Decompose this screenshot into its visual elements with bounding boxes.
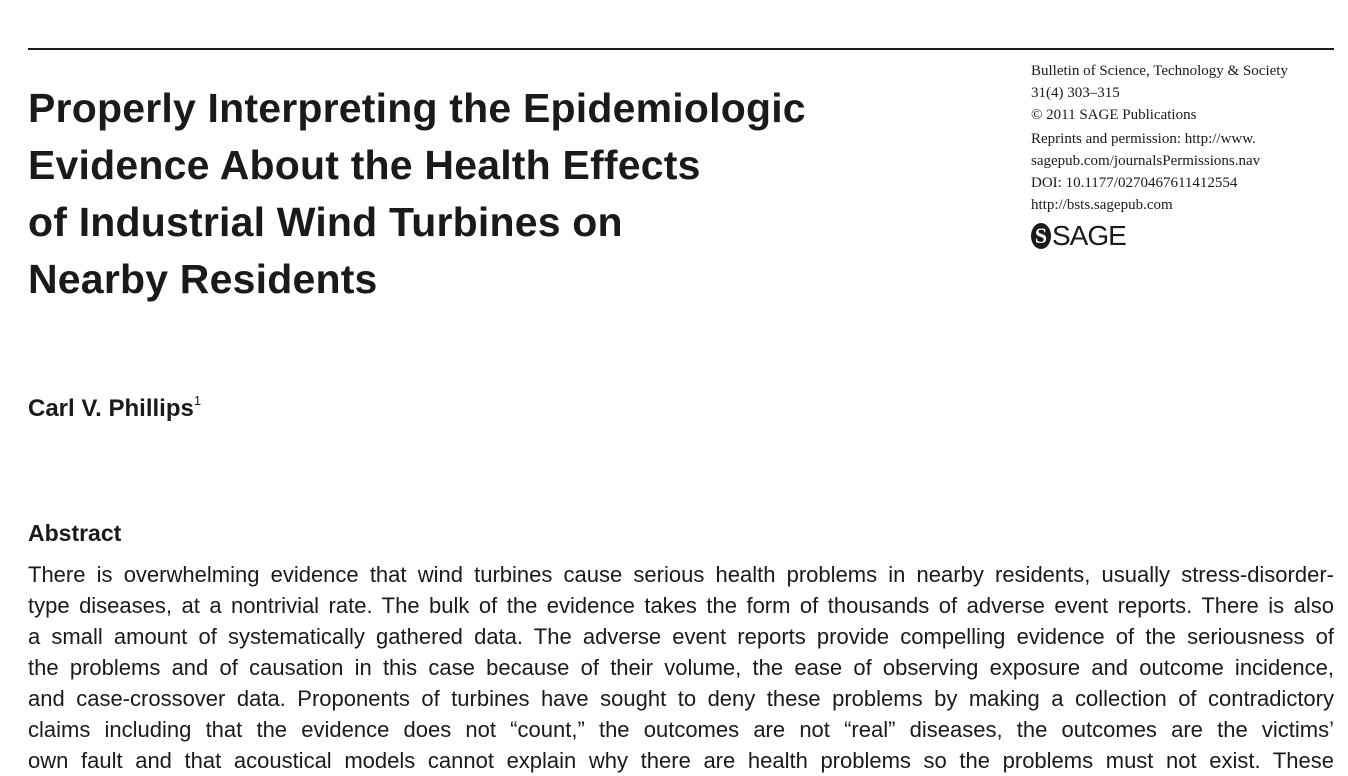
author-line (28, 395, 201, 423)
abstract-line: type diseases, at a nontrivial rate. The bulk of the evidence takes the form of thousands of adverse event reports. There is also (28, 593, 1334, 618)
affiliation-mark[interactable]: 1 (193, 393, 202, 408)
abstract-text (28, 559, 1334, 776)
sage-logo (1031, 220, 1341, 252)
abstract-line: a small amount of systematically gathered data. The adverse event reports provide compelling evidence of the seriousness of (28, 624, 1334, 649)
author-name: Carl V. Phillips (28, 395, 194, 422)
volume-pages: 31(4) 303–315 (1031, 85, 1120, 101)
abstract-line: claims including that the evidence does not “count,” the outcomes are not “real” diseases, the outcomes are the victims’ (28, 717, 1334, 742)
article-title (28, 80, 988, 308)
reprints-link-line2[interactable]: sagepub.com/journalsPermissions.nav (1031, 153, 1261, 169)
abstract-line: own fault and that acoustical models cannot explain why there are health problems so the problems must not exist. These (28, 748, 1334, 773)
journal-url[interactable]: http://bsts.sagepub.com (1031, 197, 1173, 213)
sage-logo-text: SAGE (1052, 220, 1126, 251)
copyright: © 2011 SAGE Publications (1031, 107, 1197, 123)
abstract-line: and case-crossover data. Proponents of turbines have sought to deny these problems by making a collection of contradictory (28, 686, 1334, 711)
sage-s-icon: S (1031, 223, 1051, 249)
journal-info (1031, 60, 1341, 252)
journal-name: Bulletin of Science, Technology & Society (1031, 63, 1288, 79)
title-line: Evidence About the Health Effects (28, 142, 701, 188)
header-rule (28, 48, 1334, 50)
title-line: Nearby Residents (28, 256, 378, 302)
title-line: of Industrial Wind Turbines on (28, 199, 623, 245)
doi[interactable]: DOI: 10.1177/0270467611412554 (1031, 175, 1238, 191)
reprints-link-line1[interactable]: Reprints and permission: http://www. (1031, 131, 1256, 147)
abstract-line: There is overwhelming evidence that wind turbines cause serious health problems in nearby residents, usually stress-disorder- (28, 562, 1334, 587)
abstract-line: the problems and of causation in this case because of their volume, the ease of observing exposure and outcome incidence, (28, 655, 1334, 680)
abstract-heading: Abstract (28, 520, 122, 546)
title-line: Properly Interpreting the Epidemiologic (28, 85, 806, 131)
